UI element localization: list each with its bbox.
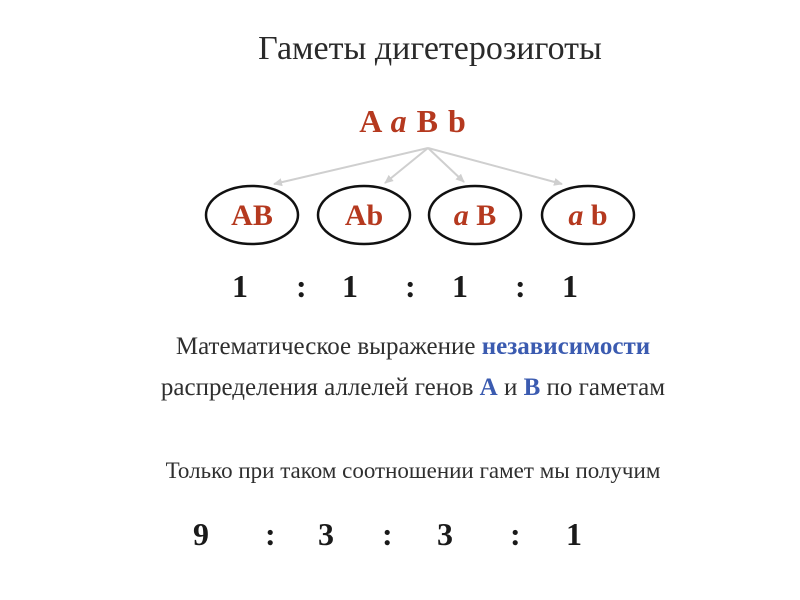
gamete-AB: AB	[231, 199, 273, 232]
gene-A: А	[479, 374, 498, 401]
gamete-aB: a B	[453, 199, 497, 232]
gene-B: В	[523, 374, 541, 401]
ratio-separator: :	[382, 516, 393, 552]
ratio-value: 1	[566, 516, 582, 552]
gamete-ab: a b	[568, 199, 608, 232]
ratio-value: 3	[318, 516, 334, 552]
ratio-separator: :	[510, 516, 521, 552]
genotype-allele-a: a	[390, 103, 408, 139]
ratio-value: 9	[193, 516, 209, 552]
page-title: Гаметы дигетерозиготы	[258, 30, 602, 67]
ratio-separator: :	[405, 268, 416, 304]
split-arrows	[274, 148, 562, 184]
ratio-separator: :	[296, 268, 307, 304]
genotype-alleles-Bb: B b	[416, 103, 467, 139]
ratio-separator: :	[265, 516, 276, 552]
ratio-value: 1	[232, 268, 248, 304]
genotype-allele-A: A	[359, 103, 382, 139]
statement-line-2: распределения аллелей генов А и В по гаметам	[160, 374, 666, 401]
emphasis-independence: независимости	[481, 333, 651, 360]
ratio-value: 1	[562, 268, 578, 304]
ratio-value: 1	[342, 268, 358, 304]
ratio-value: 1	[452, 268, 468, 304]
statement-line-1: Математическое выражение независимости	[175, 333, 651, 360]
ratio-value: 3	[437, 516, 453, 552]
ratio-separator: :	[515, 268, 526, 304]
conclusion-text: Только при таком соотношении гамет мы получим	[165, 458, 661, 483]
gamete-Ab: Ab	[344, 199, 384, 232]
